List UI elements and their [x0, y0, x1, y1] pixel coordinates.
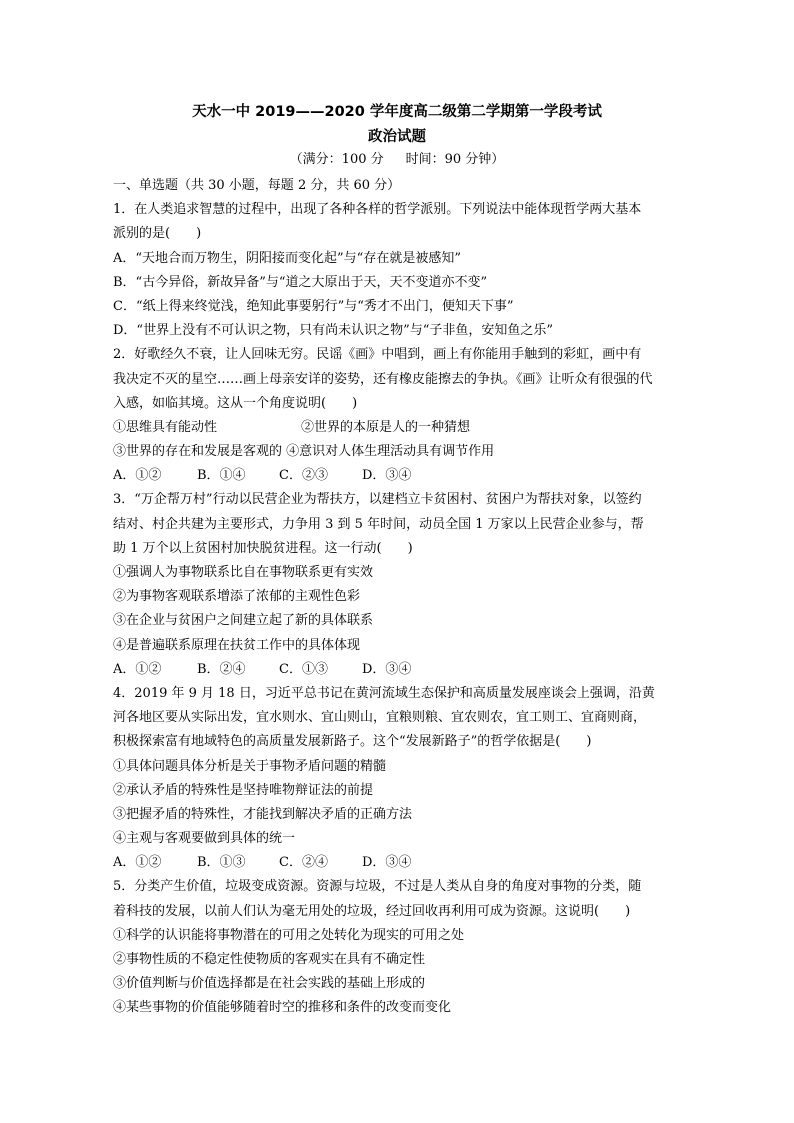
- answer-options: [113, 851, 688, 875]
- option-d: D．③④: [362, 468, 412, 484]
- answer-options: [113, 658, 688, 682]
- question-stem-line: 我决定不灭的星空……画上母亲安详的姿势，还有橡皮能擦去的争执。《画》让听众有很强的代: [113, 371, 653, 387]
- question-stem-line: 4．2019 年 9 月 18 日，习近平总书记在黄河流域生态保护和高质量发展座谈会上强调，沿黄: [113, 685, 655, 701]
- statement-2: ②承认矛盾的特殊性是坚持唯物辩证法的前提: [113, 782, 374, 798]
- option-d: D．③④: [362, 855, 412, 871]
- section-heading: 一、单选题（共 30 小题，每题 2 分，共 60 分）: [113, 178, 401, 193]
- statement-row: [113, 416, 688, 440]
- statement-4: ④某些事物的价值能够随着时空的推移和条件的改变而变化: [113, 1000, 452, 1016]
- statement-1: ①思维具有能动性: [113, 419, 218, 435]
- question-stem-line: 着科技的发展，以前人们认为毫无用处的垃圾，经过回收再利用可成为资源。这说明( ): [113, 903, 631, 919]
- question-stem-line: 2．好歌经久不衰，让人回味无穷。民谣《画》中唱到，画上有你能用手触到的彩虹，画中有: [113, 347, 642, 363]
- option-a: A．①②: [113, 661, 162, 677]
- option-b: B．②④: [197, 661, 246, 677]
- question-5: [113, 875, 688, 1020]
- option-b: B．①③: [197, 855, 246, 871]
- question-4: [113, 682, 688, 876]
- statement-4: ④意识对人体生理活动具有调节作用: [286, 444, 495, 460]
- question-3: [113, 488, 688, 682]
- statement-2: ②事物性质的不稳定性使物质的客观实在具有不确定性: [113, 952, 426, 967]
- exam-meta: [0, 150, 794, 170]
- statement-3: ③在企业与贫困户之间建立起了新的具体联系: [113, 613, 374, 629]
- question-stem-line: 1．在人类追求智慧的过程中，出现了各种各样的哲学派别。下列说法中能体现哲学两大基本: [113, 202, 642, 218]
- option-c: C．②③: [279, 468, 328, 484]
- question-stem-line: 派别的是( ): [113, 226, 202, 242]
- question-1: [113, 198, 688, 343]
- question-stem-line: 积极探索富有地域特色的高质量发展新路子。这个“发展新路子”的哲学依据是( ): [113, 734, 592, 750]
- exam-content: [113, 174, 688, 1021]
- statement-2: ②世界的本原是人的一种猜想: [301, 419, 471, 435]
- option-d: D．③④: [362, 661, 412, 677]
- statement-1: ①强调人为事物联系比自在事物联系更有实效: [113, 565, 374, 580]
- exam-time: 时间：90 分钟）: [405, 152, 505, 167]
- question-stem-line: 结对、村企共建为主要形式，力争用 3 到 5 年时间，动员全国 1 万家以上民营企业参与，帮: [113, 516, 644, 532]
- full-score: （满分：100 分: [289, 152, 384, 167]
- statement-row: [113, 440, 688, 464]
- choice-c: C．“纸上得来终觉浅，绝知此事要躬行”与“秀才不出门，便知天下事”: [113, 298, 514, 314]
- exam-subject: 政治试题: [368, 129, 426, 145]
- statement-2: ②为事物客观联系增添了浓郁的主观性色彩: [113, 589, 361, 605]
- option-c: C．②④: [279, 855, 328, 871]
- question-stem-line: 助 1 万个以上贫困村加快脱贫进程。这一行动( ): [113, 540, 413, 556]
- question-2: [113, 343, 688, 488]
- choice-d: D．“世界上没有不可认识之物，只有尚未认识之物”与“子非鱼，安知鱼之乐”: [113, 323, 554, 339]
- question-stem-line: 河各地区要从实际出发，宜水则水、宜山则山，宜粮则粮、宜农则农，宜工则工、宜商则商，: [113, 710, 647, 726]
- choice-a: A．“天地合而万物生，阴阳接而变化起”与“存在就是被感知”: [113, 250, 461, 266]
- choice-b: B．“古今异俗，新故异备”与“道之大原出于天，天不变道亦不变”: [113, 274, 488, 290]
- statement-4: ④主观与客观要做到具体的统一: [113, 831, 296, 847]
- answer-options: [113, 464, 688, 488]
- question-stem-line: 入感，如临其境。这从一个角度说明( ): [113, 395, 358, 411]
- option-a: A．①②: [113, 855, 162, 871]
- option-a: A．①②: [113, 468, 162, 484]
- statement-1: ①科学的认识能将事物潜在的可用之处转化为现实的可用之处: [113, 927, 465, 943]
- option-b: B．①④: [197, 468, 246, 484]
- statement-3: ③把握矛盾的特殊性，才能找到解决矛盾的正确方法: [113, 806, 413, 822]
- question-stem-line: 5．分类产生价值，垃圾变成资源。资源与垃圾，不过是人类从自身的角度对事物的分类，随: [113, 879, 642, 895]
- option-c: C．①③: [279, 661, 328, 677]
- statement-3: ③价值判断与价值选择都是在社会实践的基础上形成的: [113, 976, 426, 992]
- question-stem-line: 3．“万企帮万村”行动以民营企业为帮扶方，以建档立卡贫困村、贫困户为帮扶对象，以签约: [113, 492, 642, 508]
- statement-3: ③世界的存在和发展是客观的: [113, 444, 283, 460]
- exam-title: 天水一中 2019——2020 学年度高二级第二学期第一学段考试: [192, 104, 602, 120]
- statement-1: ①具体问题具体分析是关于事物矛盾问题的精髓: [113, 758, 387, 774]
- statement-4: ④是普遍联系原理在扶贫工作中的具体体现: [113, 637, 361, 653]
